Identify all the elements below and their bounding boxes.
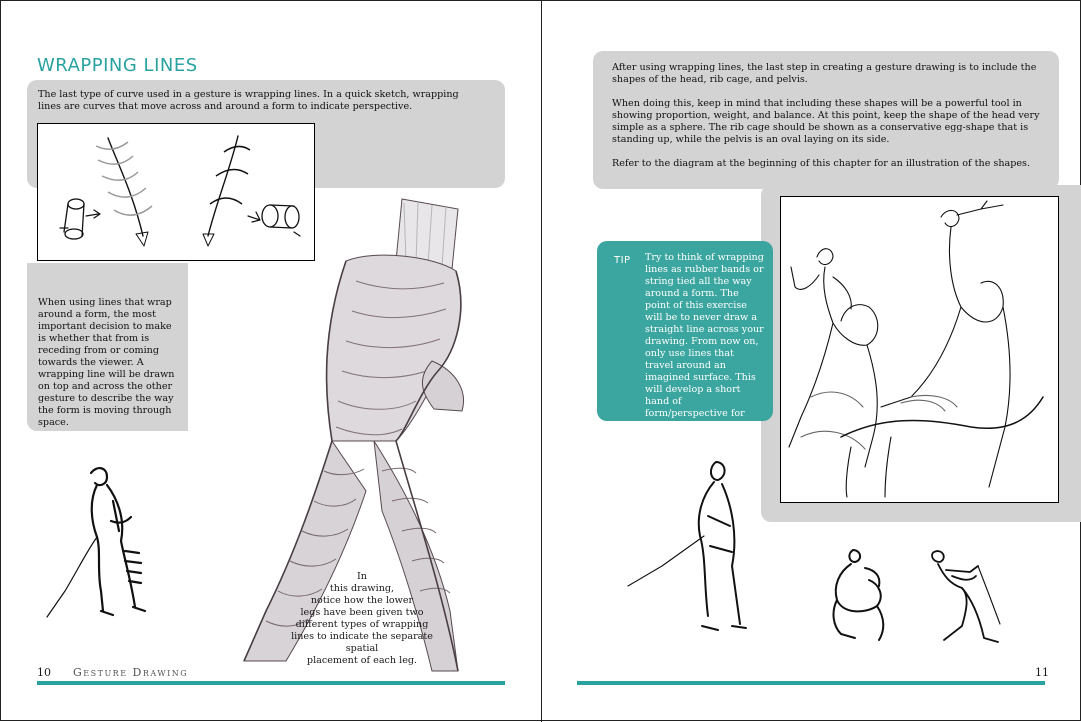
- golfer-sketch: [41, 461, 181, 641]
- shapes-text: [612, 62, 1044, 182]
- section-heading: WRAPPING LINES: [37, 55, 198, 76]
- figure-caption: [277, 571, 447, 667]
- running-head: Gesture Drawing: [73, 666, 189, 679]
- page-number: 10: [37, 666, 51, 679]
- paragraph: When doing this, keep in mind that including these shapes will be a powerful tool in showing proportion, weight, and balance. At this point, keep the shape of the head very simple as a sphere. The rib cage should be shown as a conservative egg-shape that is standing up, while the pelvis is an oval laying on its side.: [612, 98, 1040, 145]
- dancers-sketch-frame: [780, 196, 1059, 503]
- intro-text: The last type of curve used in a gesture is wrapping lines. In a quick sketch, wrapping lines are curves that move across and around a form to indicate perspective.: [38, 89, 459, 112]
- swinging-figure-sketch: [922, 546, 1012, 646]
- side-panel: [27, 263, 188, 431]
- tip-label: TIP: [614, 255, 631, 266]
- caption-line: this drawing,: [329, 583, 395, 594]
- crouching-figure-sketch: [825, 546, 895, 646]
- paragraph: Refer to the diagram at the beginning of this chapter for an illustration of the shapes.: [612, 158, 1031, 169]
- caption-line: In: [357, 571, 367, 582]
- tip-text: Try to think of wrapping lines as rubber bands or string tied all the way around a form. The point of this exercise will be to never draw a straight line across your drawing. From now on, only use lines that travel around an imagined surface. This will develop a short hand of form/perspective for you and for the viewer.: [645, 252, 764, 431]
- caption-line: legs have been given two: [300, 607, 424, 618]
- right-page: [542, 1, 1081, 722]
- caption-line: placement of each leg.: [306, 655, 418, 666]
- paragraph: After using wrapping lines, the last step in creating a gesture drawing is to include the shapes of the head, rib cage, and pelvis.: [612, 62, 1037, 85]
- caption-line: notice how the lower: [310, 595, 414, 606]
- batter-sketch: [622, 456, 742, 636]
- caption-line: different types of wrapping: [295, 619, 429, 630]
- tip-callout: [597, 241, 773, 431]
- footer-rule: [577, 681, 1045, 685]
- dancers-sketch: [781, 197, 1058, 502]
- page-number: 11: [1035, 666, 1049, 679]
- caption-line: lines to indicate the separate spatial: [291, 631, 433, 654]
- footer-rule: [37, 681, 505, 685]
- shapes-panel: [593, 51, 1059, 189]
- left-page: [1, 1, 541, 722]
- side-text: When using lines that wrap around a form, the most important decision to make is whether that from is receding from or coming towards the viewer. A wrapping line will be drawn on top and across the other gesture to describe the way the form is moving through space.: [38, 297, 175, 428]
